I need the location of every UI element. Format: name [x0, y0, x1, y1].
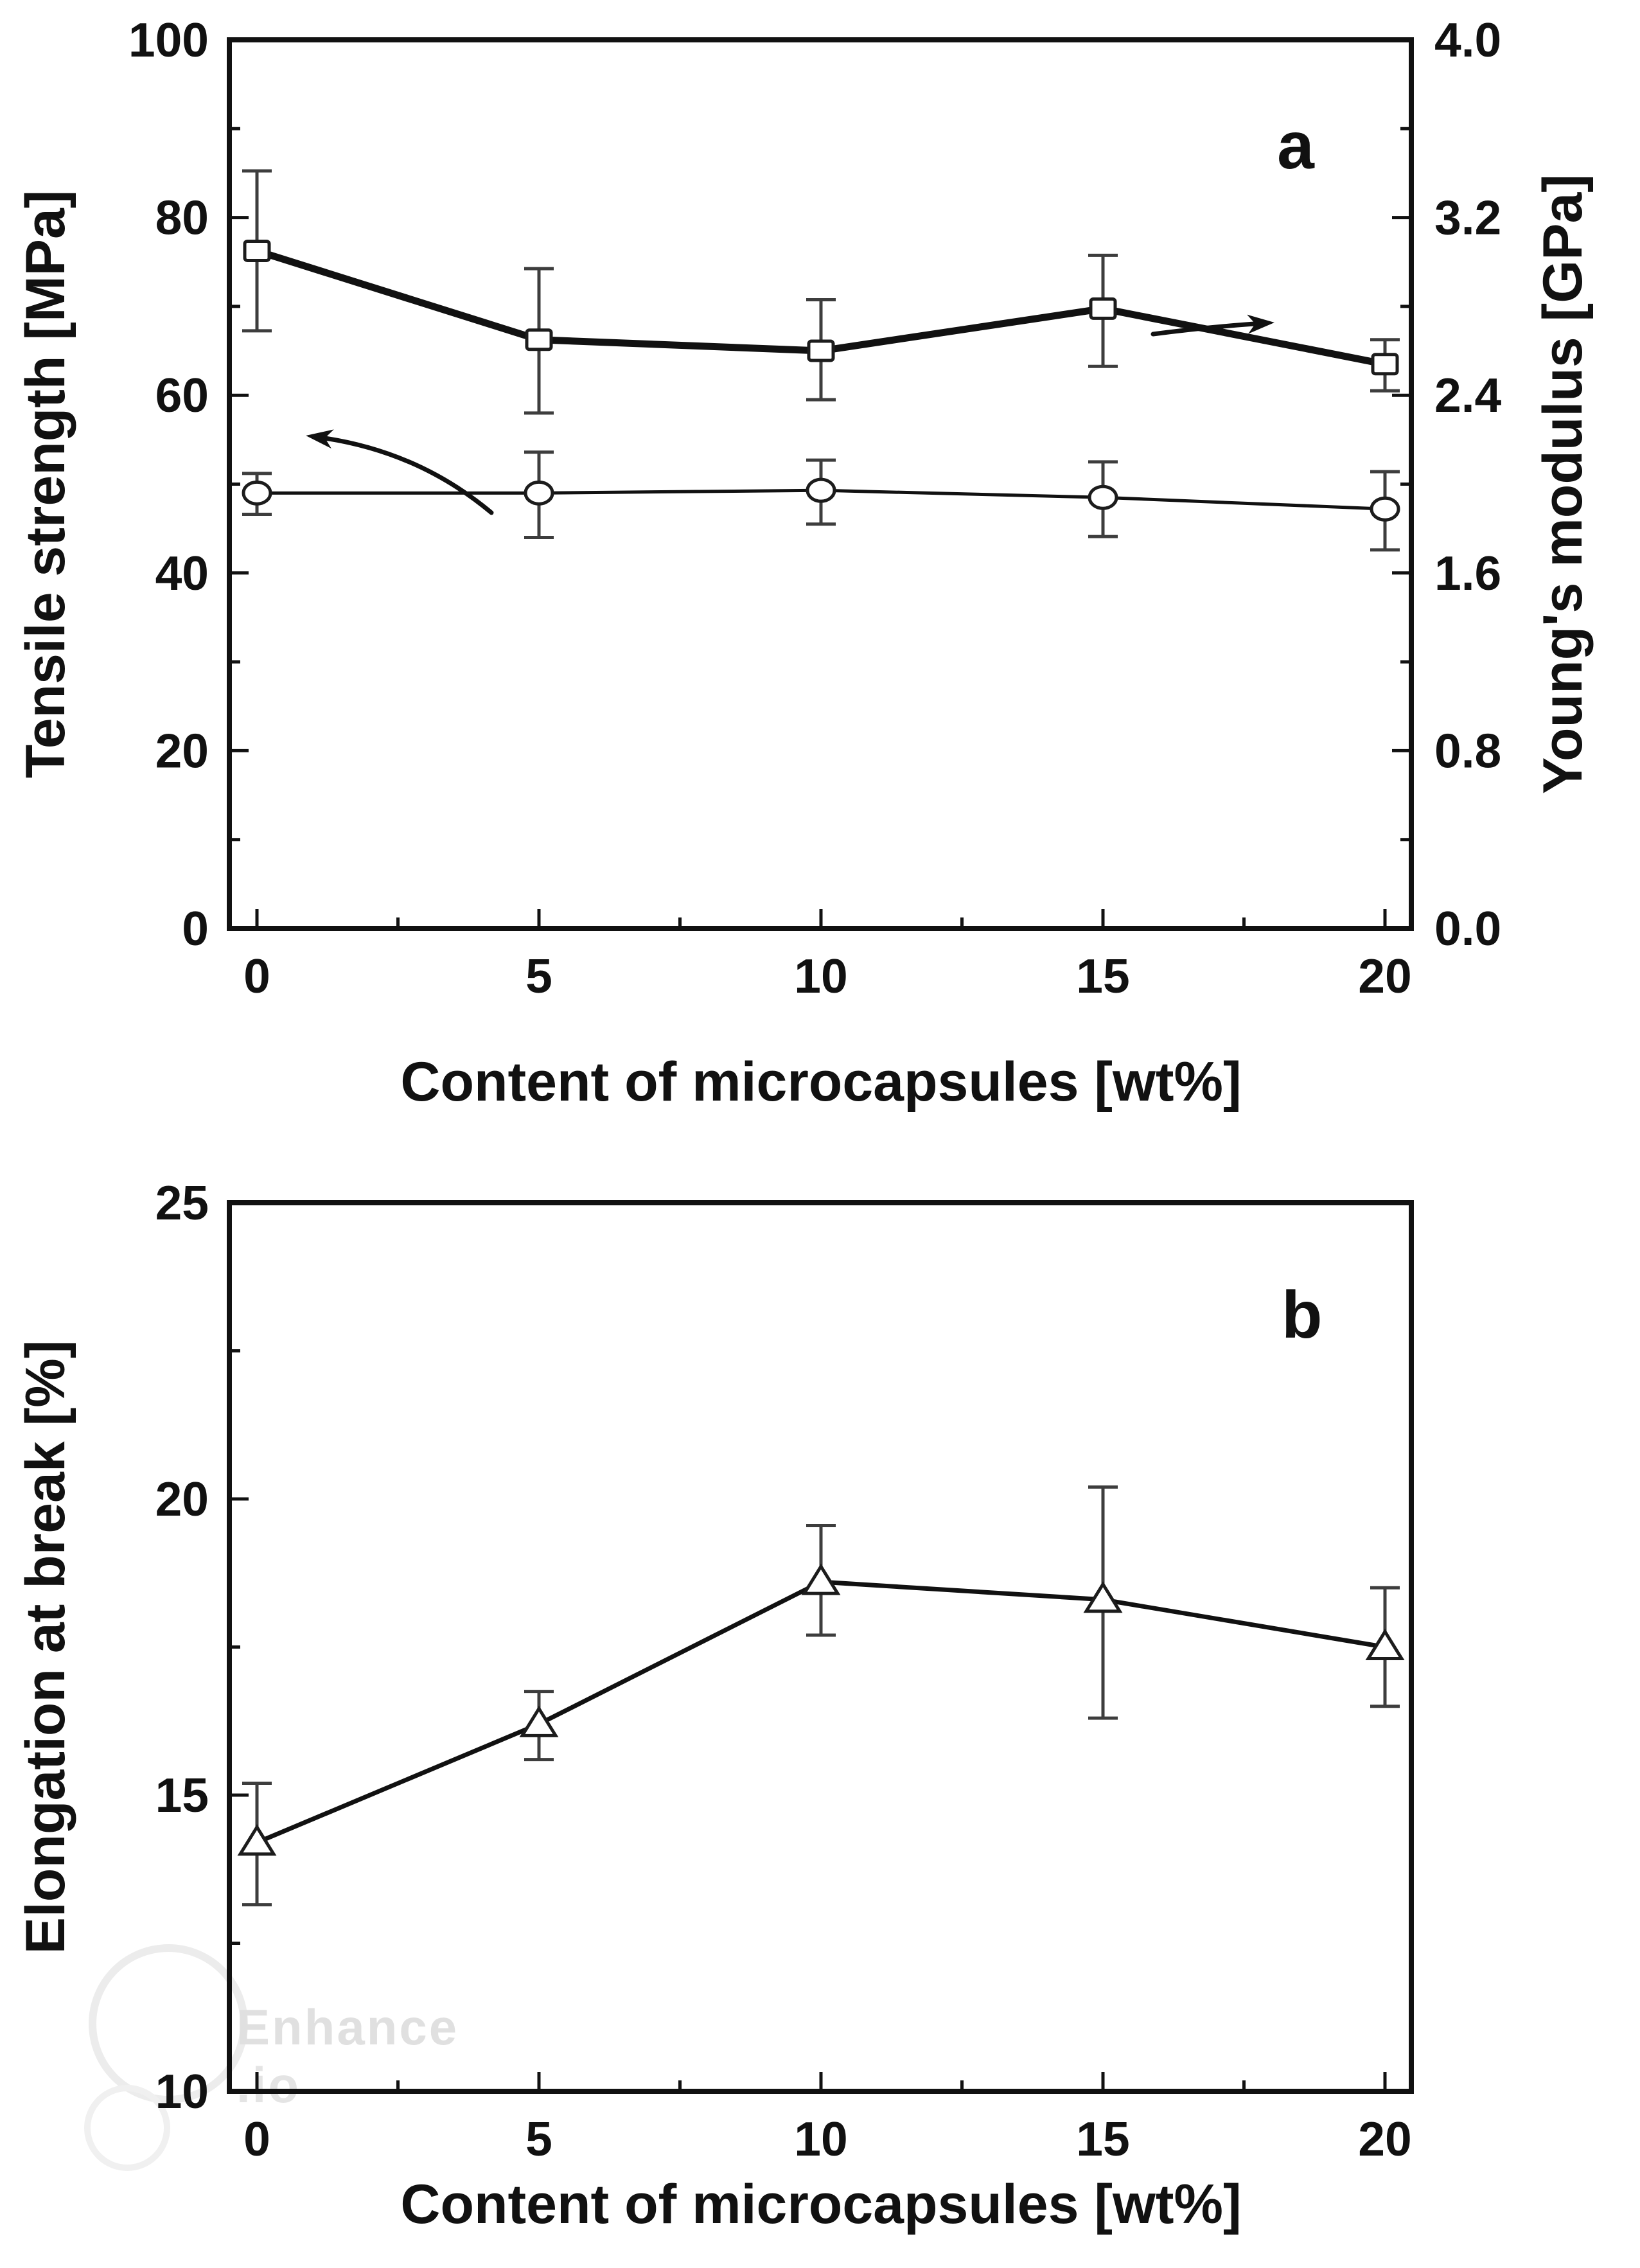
square-marker	[1091, 299, 1115, 318]
elongation-at-break-series	[240, 1487, 1402, 1905]
x-tick-label: 5	[525, 2112, 552, 2166]
y-left-tick-label: 40	[155, 545, 209, 600]
y-left-tick-label: 60	[155, 368, 209, 423]
watermark	[87, 1948, 459, 2168]
y-left-tick-label: 15	[155, 1768, 209, 1822]
triangle-marker	[240, 1827, 274, 1854]
square-marker	[527, 330, 551, 350]
x-tick-label: 5	[525, 949, 552, 1003]
left-axis-arrow	[316, 437, 491, 513]
y-left-axis-title: Tensile strength [MPa]	[15, 190, 76, 779]
square-marker	[1373, 355, 1397, 374]
x-axis-title: Content of microcapsules [wt%]	[400, 2174, 1242, 2235]
x-tick-label: 0	[243, 2112, 270, 2166]
square-marker	[245, 241, 269, 260]
x-axis-title: Content of microcapsules [wt%]	[400, 1051, 1242, 1113]
y-right-tick-label: 4.0	[1434, 13, 1502, 67]
y-left-tick-label: 100	[128, 13, 209, 67]
y-left-tick-label: 0	[182, 901, 209, 955]
y-left-axis-title: Elongation at break [%]	[15, 1340, 76, 1954]
y-right-tick-label: 2.4	[1434, 368, 1502, 423]
x-tick-label: 10	[794, 2112, 848, 2166]
circle-marker	[525, 482, 552, 504]
y-left-tick-label: 80	[155, 190, 209, 245]
circle-marker	[1371, 498, 1398, 520]
young-s-modulus-series	[242, 171, 1400, 413]
triangle-marker	[522, 1708, 556, 1735]
y-left-tick-label: 20	[155, 1472, 209, 1526]
y-right-axis-title: Young's modulus [GPa]	[1532, 174, 1594, 794]
y-right-tick-label: 0.8	[1434, 723, 1502, 778]
x-tick-label: 10	[794, 949, 848, 1003]
x-tick-label: 0	[243, 949, 270, 1003]
x-tick-label: 20	[1358, 949, 1412, 1003]
y-left-tick-label: 20	[155, 723, 209, 778]
circle-marker	[807, 479, 834, 501]
square-marker	[809, 341, 833, 360]
y-left-tick-label: 10	[155, 2064, 209, 2118]
watermark-text: Enhance	[236, 1999, 459, 2055]
panel-letter-b: b	[1282, 1278, 1323, 1352]
y-right-tick-label: 3.2	[1434, 190, 1502, 245]
circle-marker	[243, 482, 270, 504]
circle-marker	[1089, 486, 1116, 508]
triangle-marker	[804, 1566, 838, 1593]
x-tick-label: 15	[1076, 949, 1130, 1003]
x-tick-label: 15	[1076, 2112, 1130, 2166]
panel-letter-a: a	[1277, 109, 1314, 183]
y-left-tick-label: 25	[155, 1176, 209, 1230]
panel-a	[15, 13, 1594, 1113]
plot-frame	[229, 1203, 1411, 2091]
y-right-tick-label: 0.0	[1434, 901, 1502, 955]
watermark-text-domain: .io	[236, 2057, 301, 2113]
x-tick-label: 20	[1358, 2112, 1412, 2166]
y-right-tick-label: 1.6	[1434, 545, 1502, 600]
